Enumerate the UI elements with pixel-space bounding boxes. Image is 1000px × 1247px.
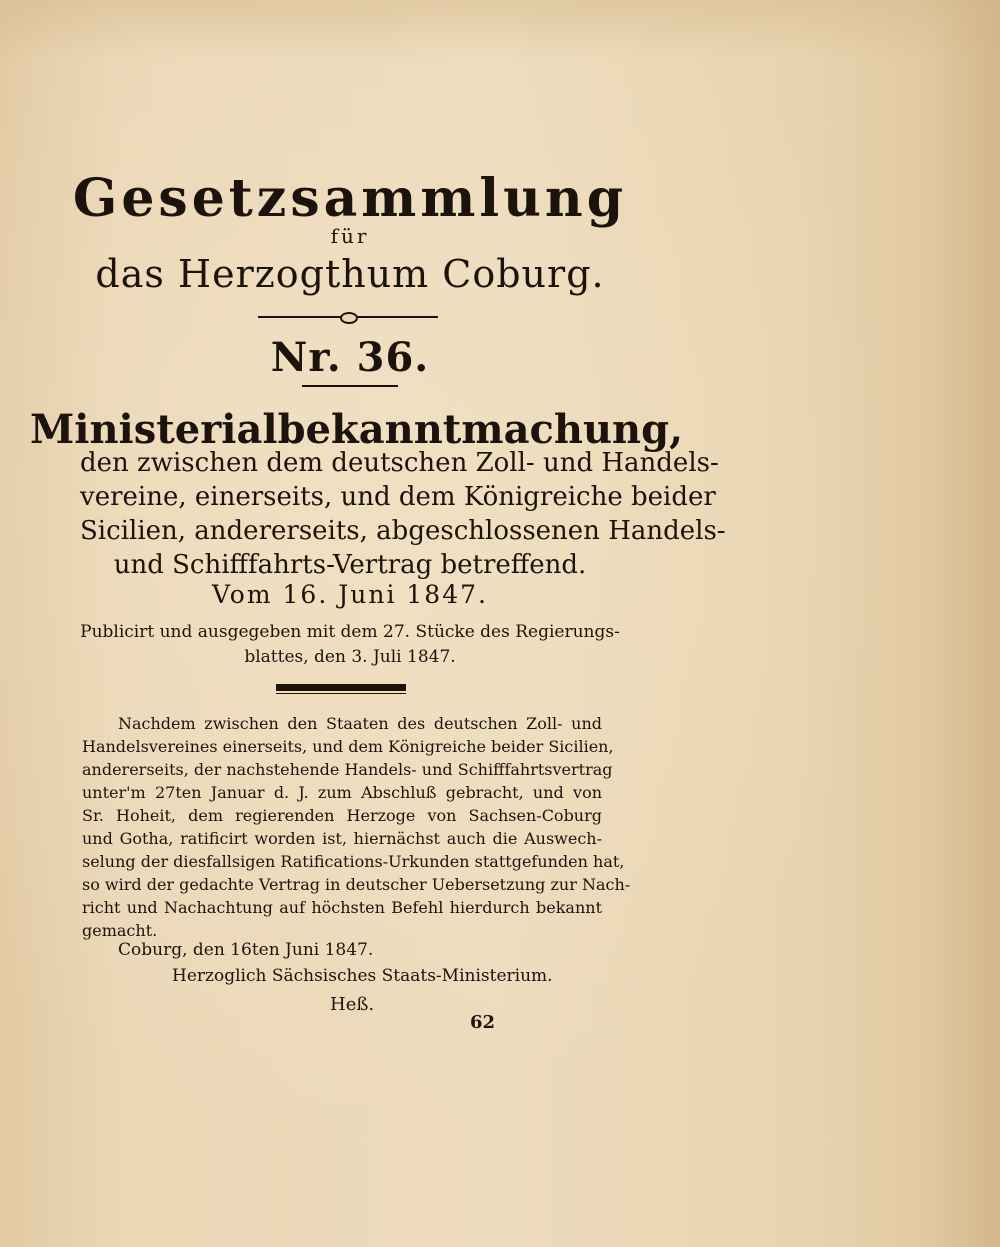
place-date: Coburg, den 16ten Juni 1847.	[118, 940, 374, 960]
page-shadow-right	[930, 0, 1000, 1247]
issuing-ministry: Herzoglich Sächsisches Staats-Ministerium.	[172, 966, 553, 986]
collection-subtitle: das Herzogthum Coburg.	[95, 252, 605, 296]
announcement-subject	[80, 446, 726, 582]
body-line: andererseits, der nachstehende Handels- und Schifffahrtsvertrag	[82, 760, 613, 779]
publication-line: Publicirt und ausgegeben mit dem 27. Stücke des Regierungs-	[80, 622, 620, 642]
body-line: Handelsvereines einerseits, und dem Königreiche beider Sicilien,	[82, 737, 614, 756]
announcement-heading: Ministerialbekanntmachung,	[30, 406, 684, 453]
body-line: Sr. Hoheit, dem regierenden Herzoge von Sachsen-Coburg	[82, 806, 602, 825]
body-line: Nachdem zwischen den Staaten des deutschen Zoll- und	[118, 714, 602, 733]
thick-divider-rule	[276, 684, 406, 691]
issue-number: Nr. 36.	[270, 334, 430, 381]
subject-line: und Schifffahrts-Vertrag betreffend.	[113, 550, 587, 580]
publication-note	[80, 620, 620, 670]
subject-line: vereine, einerseits, und dem Königreiche beider	[80, 482, 716, 512]
body-text	[82, 712, 631, 942]
signature: Heß.	[330, 994, 375, 1015]
body-line: richt und Nachachtung auf höchsten Befehl hierdurch bekannt	[82, 898, 602, 917]
body-line: so wird der gedachte Vertrag in deutscher Uebersetzung zur Nach-	[82, 875, 631, 894]
divider-rule	[302, 385, 398, 387]
page-number: 62	[470, 1012, 496, 1033]
subject-line: Sicilien, andererseits, abgeschlossenen Handels-	[80, 516, 726, 546]
announcement-date: Vom 16. Juni 1847.	[212, 580, 488, 609]
collection-title: Gesetzsammlung	[72, 168, 628, 229]
ornamental-rule	[258, 312, 438, 322]
title-connector: für	[330, 224, 370, 248]
body-line: selung der diesfallsigen Ratifications-Urkunden stattgefunden hat,	[82, 852, 625, 871]
page-shadow-top	[0, 0, 1000, 60]
body-line: und Gotha, ratificirt worden ist, hiernächst auch die Auswech-	[82, 829, 602, 848]
body-line: unter'm 27ten Januar d. J. zum Abschluß gebracht, und von	[82, 783, 602, 802]
subject-line: den zwischen dem deutschen Zoll- und Handels-	[80, 448, 719, 478]
body-line: gemacht.	[82, 921, 158, 940]
publication-line: blattes, den 3. Juli 1847.	[244, 647, 456, 667]
